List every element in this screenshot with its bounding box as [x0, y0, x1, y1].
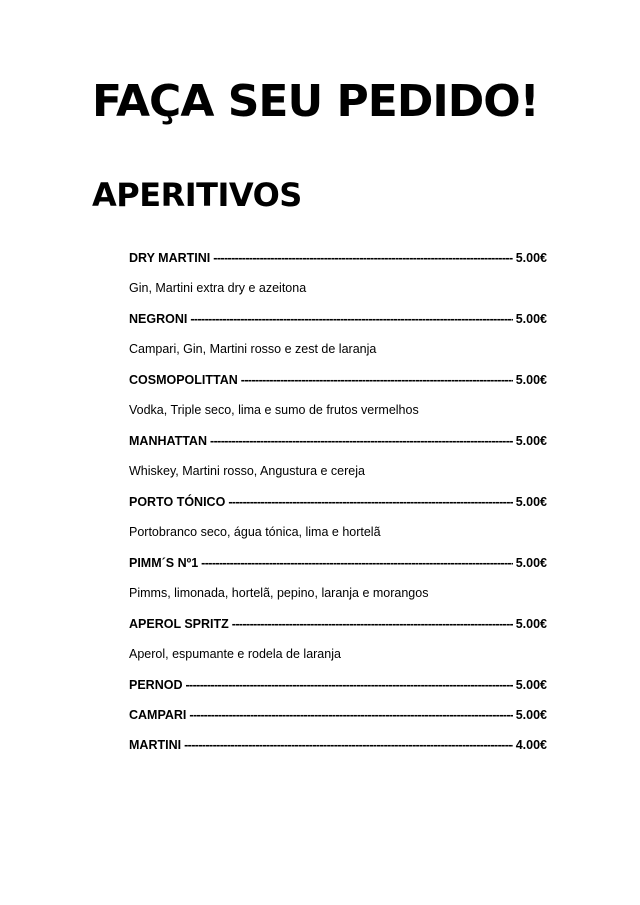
- menu-item-price: 5.00€: [515, 678, 547, 692]
- menu-item-line: [129, 492, 547, 522]
- menu-item-name: PERNOD: [129, 678, 183, 692]
- menu-item: [129, 431, 547, 492]
- menu-item-line: [129, 675, 547, 705]
- menu-item-name: PIMM´S Nº1: [129, 556, 199, 570]
- menu-item: [129, 735, 547, 765]
- menu-item-line: [129, 370, 547, 400]
- menu-item: [129, 370, 547, 431]
- menu-item: [129, 309, 547, 370]
- menu-item: [129, 553, 547, 614]
- dotted-leader: [184, 735, 513, 755]
- menu-item-price: 5.00€: [515, 251, 547, 265]
- menu-item-price: 5.00€: [515, 434, 547, 448]
- menu-item-description: Campari, Gin, Martini rosso e zest de laranja: [129, 342, 377, 356]
- menu-item-name: APEROL SPRITZ: [129, 617, 229, 631]
- dotted-leader: [241, 370, 513, 390]
- menu-item-name: CAMPARI: [129, 708, 187, 722]
- dotted-leader: [228, 492, 512, 512]
- menu-item-line: [129, 735, 547, 765]
- menu-item-description: Aperol, espumante e rodela de laranja: [129, 647, 341, 661]
- menu-item-name: MARTINI: [129, 738, 182, 752]
- menu-item-description: Whiskey, Martini rosso, Angustura e cereja: [129, 464, 365, 478]
- menu-item-name: COSMOPOLITTAN: [129, 373, 238, 387]
- menu-item-line: [129, 248, 547, 278]
- menu-item: [129, 248, 547, 309]
- dotted-leader: [185, 675, 512, 695]
- menu-item-line: [129, 614, 547, 644]
- dotted-leader: [213, 248, 512, 268]
- menu-item-name: DRY MARTINI: [129, 251, 211, 265]
- dotted-leader: [232, 614, 513, 634]
- menu-item-price: 5.00€: [515, 373, 547, 387]
- dotted-leader: [190, 309, 512, 329]
- menu-item-price: 5.00€: [515, 495, 547, 509]
- dotted-leader: [201, 553, 513, 573]
- menu-item: [129, 675, 547, 705]
- menu-item: [129, 492, 547, 553]
- menu-item-price: 5.00€: [515, 617, 547, 631]
- menu-item-line: [129, 553, 547, 583]
- menu-item-name: PORTO TÓNICO: [129, 495, 226, 509]
- menu-item-line: [129, 309, 547, 339]
- dotted-leader: [210, 431, 513, 451]
- menu-item-description: Pimms, limonada, hortelã, pepino, laranja e morangos: [129, 586, 429, 600]
- menu-item-price: 5.00€: [515, 556, 547, 570]
- menu-item: [129, 614, 547, 675]
- menu-list: [129, 248, 547, 765]
- menu-item-line: [129, 431, 547, 461]
- menu-item-line: [129, 705, 547, 735]
- menu-item: [129, 705, 547, 735]
- menu-item-price: 5.00€: [515, 312, 547, 326]
- menu-item-price: 4.00€: [515, 738, 547, 752]
- section-title-aperitivos: APERITIVOS: [92, 176, 302, 214]
- menu-item-name: NEGRONI: [129, 312, 188, 326]
- menu-item-name: MANHATTAN: [129, 434, 207, 448]
- dotted-leader: [189, 705, 512, 725]
- page-title: FAÇA SEU PEDIDO!: [92, 76, 539, 127]
- menu-item-description: Portobranco seco, água tónica, lima e hortelã: [129, 525, 381, 539]
- menu-item-description: Vodka, Triple seco, lima e sumo de frutos vermelhos: [129, 403, 419, 417]
- menu-item-description: Gin, Martini extra dry e azeitona: [129, 281, 307, 295]
- menu-item-price: 5.00€: [515, 708, 547, 722]
